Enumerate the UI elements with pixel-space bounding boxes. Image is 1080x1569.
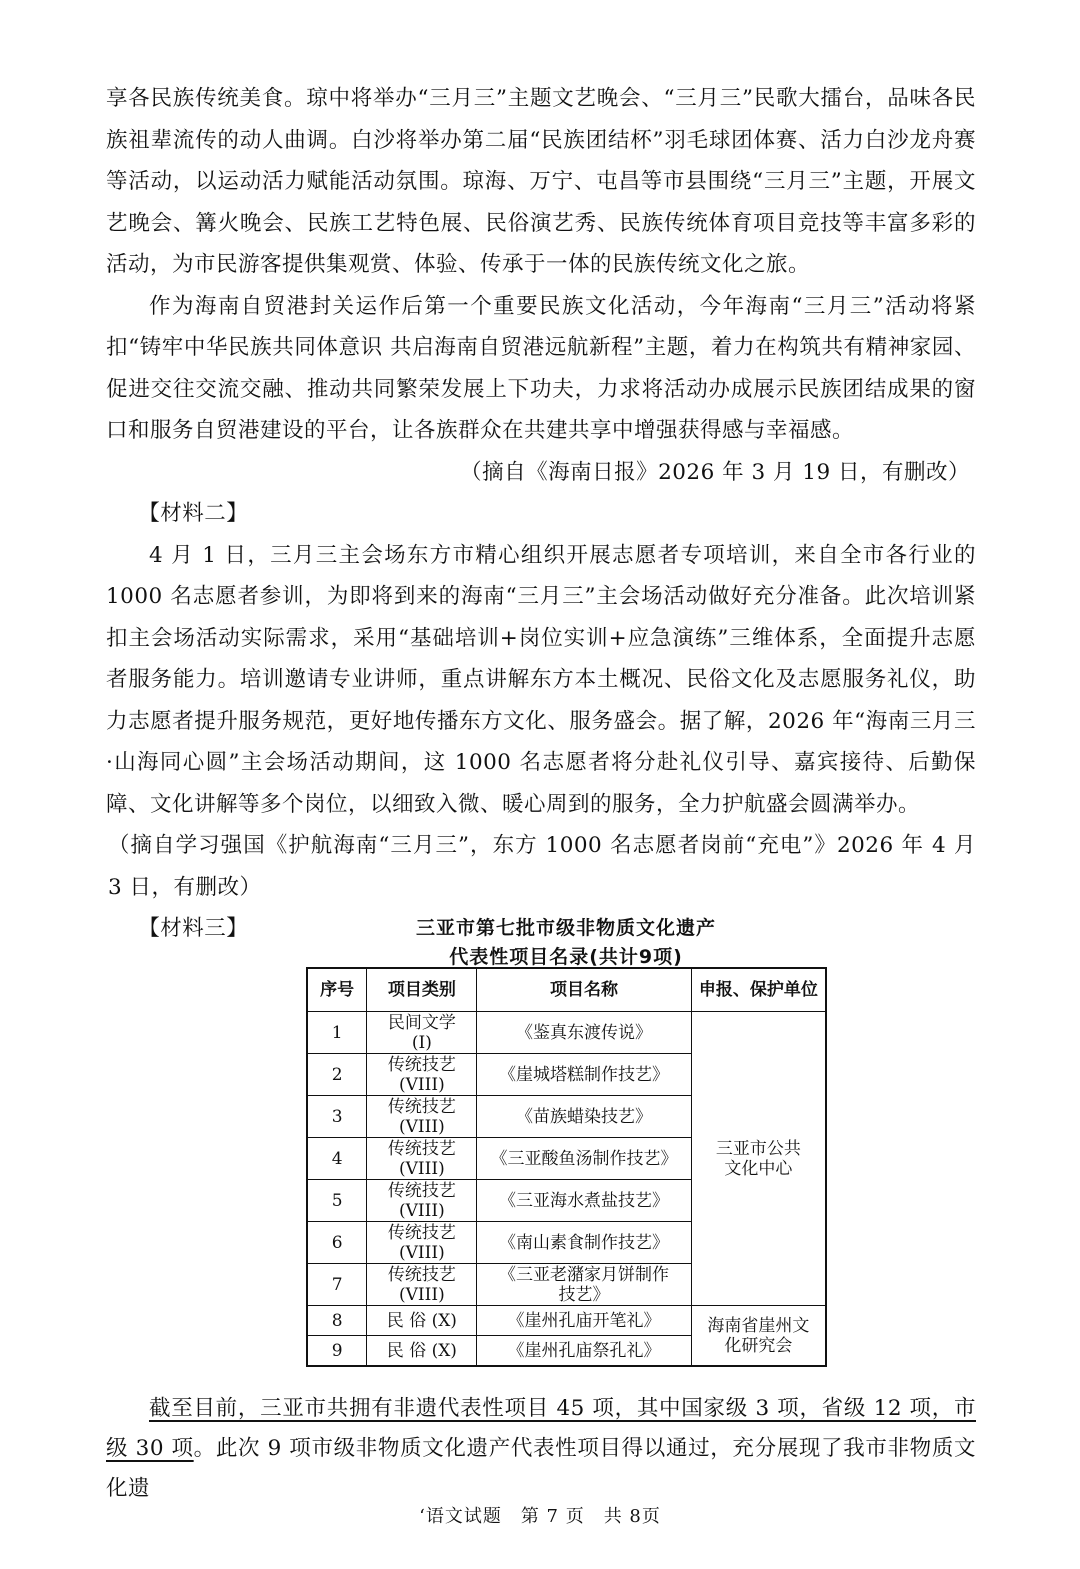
row-number: 8 xyxy=(307,1306,367,1336)
table-header-row xyxy=(307,968,826,1012)
table-title-line-2: 代表性项目名录(共计9项) xyxy=(449,946,683,968)
row-category: 传统技艺 (VIII) xyxy=(367,1264,477,1306)
header-project-name: 项目名称 xyxy=(477,968,691,1012)
row-number: 7 xyxy=(307,1264,367,1306)
material-two-heading: 【材料二】 xyxy=(138,501,249,526)
paragraph-3: 4 月 1 日，三月三主会场东方市精心组织开展志愿者专项培训，来自全市各行业的 1000 名志愿者参训，为即将到来的海南“三月三”主会场活动做好充分准备。此次培训紧扣主会场活动实际需求，采用“基础培训+岗位实训+应急演练”三维体系，全面提升志愿者服务能力。培训邀请专业讲师，重点讲解东方本土概况、民俗文化及志愿服务礼仪，助力志愿者提升服务规范，更好地传播东方文化、服务盛会。据了解，2026 年“海南三月三·山海同心圆”主会场活动期间，这 1000 名志愿者将分赴礼仪引导、嘉宾接待、后勤保障、文化讲解等多个岗位，以细致入微、暖心周到的服务，全力护航盛会圆满举办。 xyxy=(106,542,976,817)
row-project-name: 《崖州孔庙开笔礼》 xyxy=(477,1306,691,1336)
row-category: 传统技艺 (VIII) xyxy=(367,1054,477,1096)
header-unit: 申报、保护单位 xyxy=(691,968,826,1012)
row-number: 9 xyxy=(307,1336,367,1367)
row-project-name: 《三亚老潴家月饼制作 技艺》 xyxy=(477,1264,691,1306)
row-category: 民 俗 (X) xyxy=(367,1306,477,1336)
table-row xyxy=(307,1306,826,1336)
row-number: 5 xyxy=(307,1180,367,1222)
row-project-name: 《鉴真东渡传说》 xyxy=(477,1012,691,1054)
material-three-heading: 【材料三】 xyxy=(138,916,249,941)
closing-paragraph xyxy=(106,1389,976,1509)
protection-unit-a: 三亚市公共 文化中心 xyxy=(691,1012,826,1306)
row-number: 1 xyxy=(307,1012,367,1054)
row-project-name: 《崖城塔糕制作技艺》 xyxy=(477,1054,691,1096)
source-citation-1: （摘自《海南日报》2026 年 3 月 19 日，有删改） xyxy=(460,459,970,485)
protection-unit-b: 海南省崖州文 化研究会 xyxy=(691,1306,826,1367)
row-category: 传统技艺 (VIII) xyxy=(367,1180,477,1222)
row-project-name: 《崖州孔庙祭孔礼》 xyxy=(477,1336,691,1367)
underlined-statement: 截至目前，三亚市共拥有非遗代表性项目 45 项，其中国家级 3 项，省级 12 项，市级 30 项 xyxy=(106,1396,976,1461)
row-category: 民 俗 (X) xyxy=(367,1336,477,1367)
closing-text xyxy=(106,1389,976,1509)
header-number: 序号 xyxy=(307,968,367,1012)
row-number: 2 xyxy=(307,1054,367,1096)
page-footer: ‘语文试题 第 7 页 共 8页 xyxy=(419,1506,661,1527)
table-row xyxy=(307,1012,826,1054)
paragraph-2: 作为海南自贸港封关运作后第一个重要民族文化活动，今年海南“三月三”活动将紧扣“铸牢中华民族共同体意识 共启海南自贸港远航新程”主题，着力在构筑共有精神家园、促进交往交流交融、推动共同繁荣发展上下功夫，力求将活动办成展示民族团结成果的窗口和服务自贸港建设的平台，让各族群众在共建共享中增强获得感与幸福感。 xyxy=(106,293,976,443)
row-category: 传统技艺 (VIII) xyxy=(367,1222,477,1264)
row-project-name: 《苗族蜡染技艺》 xyxy=(477,1096,691,1138)
row-project-name: 《南山素食制作技艺》 xyxy=(477,1222,691,1264)
source-citation-2: （摘自学习强国《护航海南“三月三”，东方 1000 名志愿者岗前“充电”》2026 年 4 月 3 日，有删改） xyxy=(108,833,976,900)
row-number: 6 xyxy=(307,1222,367,1264)
heritage-table xyxy=(306,967,827,1367)
closing-continuation: 。此次 9 项市级非物质文化遗产代表性项目得以通过，充分展现了我市非物质文化遗 xyxy=(106,1436,976,1501)
row-category: 传统技艺 (VIII) xyxy=(367,1138,477,1180)
paragraph-1: 享各民族传统美食。琼中将举办“三月三”主题文艺晚会、“三月三”民歌大擂台，品味各民族祖辈流传的动人曲调。白沙将举办第二届“民族团结杯”羽毛球团体赛、活力白沙龙舟赛等活动，以运动活力赋能活动氛围。琼海、万宁、屯昌等市县围绕“三月三”主题，开展文艺晚会、篝火晚会、民族工艺特色展、民俗演艺秀、民族传统体育项目竞技等丰富多彩的活动，为市民游客提供集观赏、体验、传承于一体的民族传统文化之旅。 xyxy=(106,86,976,277)
row-project-name: 《三亚酸鱼汤制作技艺》 xyxy=(477,1138,691,1180)
header-category: 项目类别 xyxy=(367,968,477,1012)
row-project-name: 《三亚海水煮盐技艺》 xyxy=(477,1180,691,1222)
row-category: 传统技艺 (VIII) xyxy=(367,1096,477,1138)
table-title-line-1: 三亚市第七批市级非物质文化遗产 xyxy=(415,917,716,939)
row-category: 民间文学 (I) xyxy=(367,1012,477,1054)
row-number: 3 xyxy=(307,1096,367,1138)
article-body xyxy=(106,78,976,950)
row-number: 4 xyxy=(307,1138,367,1180)
